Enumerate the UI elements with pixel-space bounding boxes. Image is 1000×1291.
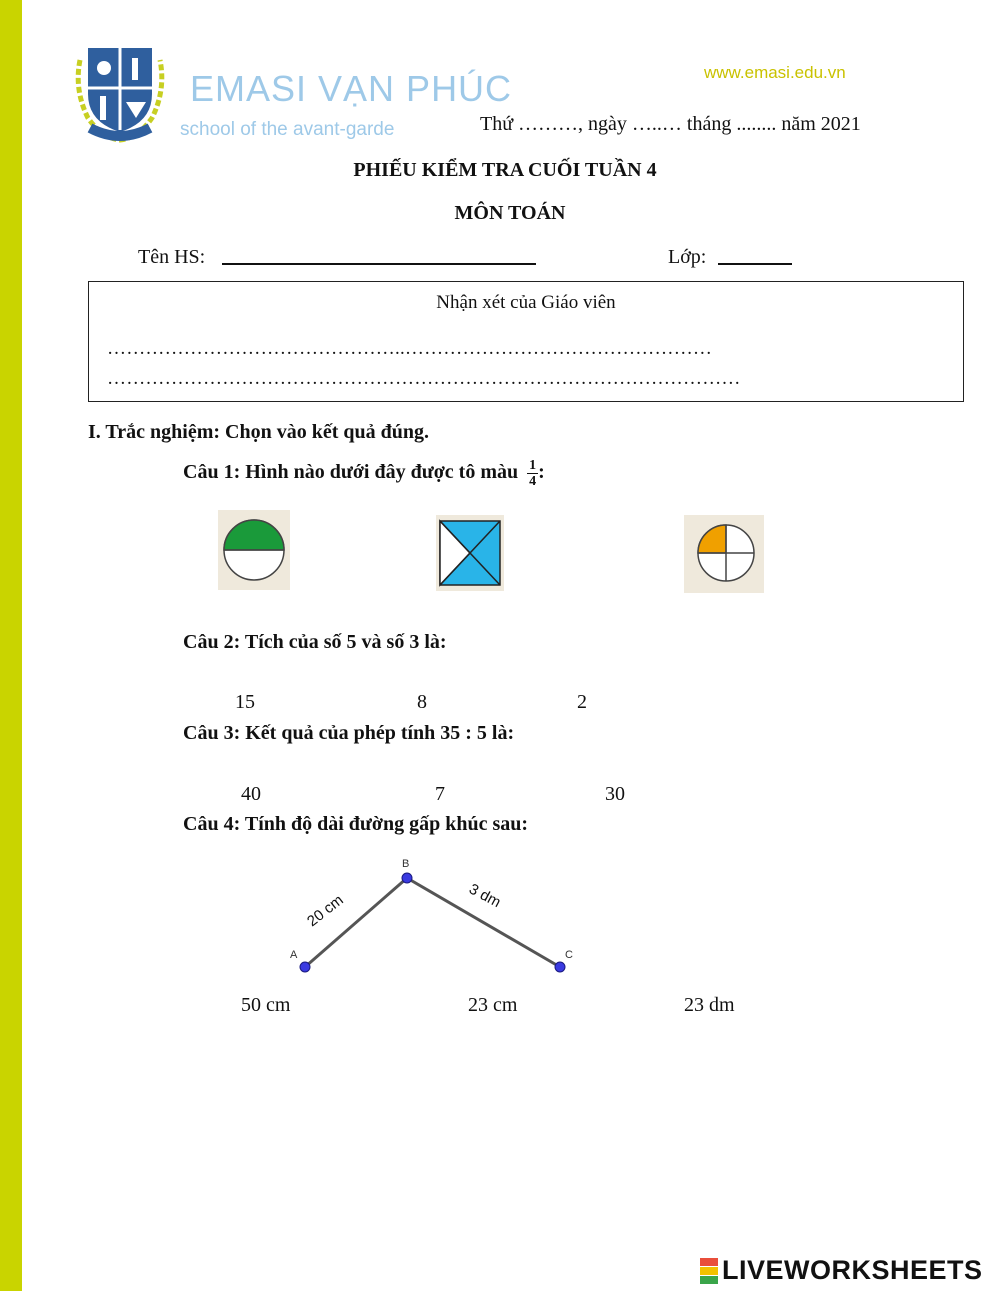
fraction-one-quarter	[527, 458, 538, 489]
label-b: B	[402, 858, 410, 870]
comment-dotted-line-2: ………………………………………………………………………………………	[107, 368, 741, 389]
school-name: EMASI VẠN PHÚC	[190, 68, 513, 109]
question-1-label: Câu 1: Hình nào dưới đây được tô màu	[183, 461, 519, 484]
question-1	[183, 458, 545, 489]
comment-dotted-line-1: ………………………………………..…………………………………………	[107, 338, 713, 359]
q4-option-1[interactable]: 50 cm	[241, 994, 291, 1016]
question-4: Câu 4: Tính độ dài đường gấp khúc sau:	[183, 813, 529, 835]
subject-title: MÔN TOÁN	[454, 202, 566, 224]
q3-option-3[interactable]: 30	[605, 783, 625, 805]
q3-option-1[interactable]: 40	[241, 783, 261, 805]
liveworksheets-text: LIVEWORKSHEETS	[722, 1255, 983, 1285]
point-c	[555, 962, 565, 972]
worksheet-title: PHIẾU KIỂM TRA CUỐI TUẦN 4	[353, 159, 657, 181]
point-b	[402, 873, 412, 883]
point-a	[300, 962, 310, 972]
section-heading: I. Trắc nghiệm: Chọn vào kết quả đúng.	[88, 421, 429, 443]
q4-option-2[interactable]: 23 cm	[468, 994, 518, 1016]
q2-option-1[interactable]: 15	[235, 691, 255, 713]
polyline-figure	[280, 850, 590, 980]
dateline: Thứ ………, ngày …..… tháng ........ năm 2021	[480, 113, 861, 135]
student-name-blank[interactable]	[222, 263, 536, 265]
q1-option-quarter-circle[interactable]	[684, 515, 764, 593]
label-a: A	[290, 949, 298, 961]
label-ab-length: 20 cm	[303, 891, 347, 931]
fraction-denominator: 4	[529, 474, 537, 489]
school-crest-logo	[66, 40, 174, 144]
student-name-label: Tên HS:	[138, 246, 206, 268]
label-bc-length: 3 dm	[466, 880, 504, 912]
fraction-numerator: 1	[529, 458, 537, 473]
class-label: Lớp:	[668, 246, 707, 268]
q3-option-2[interactable]: 7	[435, 783, 445, 805]
q1-option-half-circle[interactable]	[218, 510, 290, 590]
teacher-comment-title: Nhận xét của Giáo viên	[436, 292, 616, 313]
teacher-comment-box	[88, 281, 964, 402]
q2-option-3[interactable]: 2	[577, 691, 587, 713]
q4-option-3[interactable]: 23 dm	[684, 994, 735, 1016]
question-3: Câu 3: Kết quả của phép tính 35 : 5 là:	[183, 722, 515, 744]
website-url: www.emasi.edu.vn	[704, 63, 846, 82]
question-1-suffix: :	[538, 461, 545, 484]
class-blank[interactable]	[718, 263, 792, 265]
q1-option-square[interactable]	[436, 515, 504, 591]
liveworksheets-logo	[700, 1255, 983, 1286]
left-accent-bar	[0, 0, 22, 1291]
q2-option-2[interactable]: 8	[417, 691, 427, 713]
label-c: C	[565, 949, 573, 961]
question-2: Câu 2: Tích của số 5 và số 3 là:	[183, 631, 447, 653]
liveworksheets-badge-icon	[700, 1258, 718, 1284]
school-slogan: school of the avant-garde	[180, 119, 395, 140]
